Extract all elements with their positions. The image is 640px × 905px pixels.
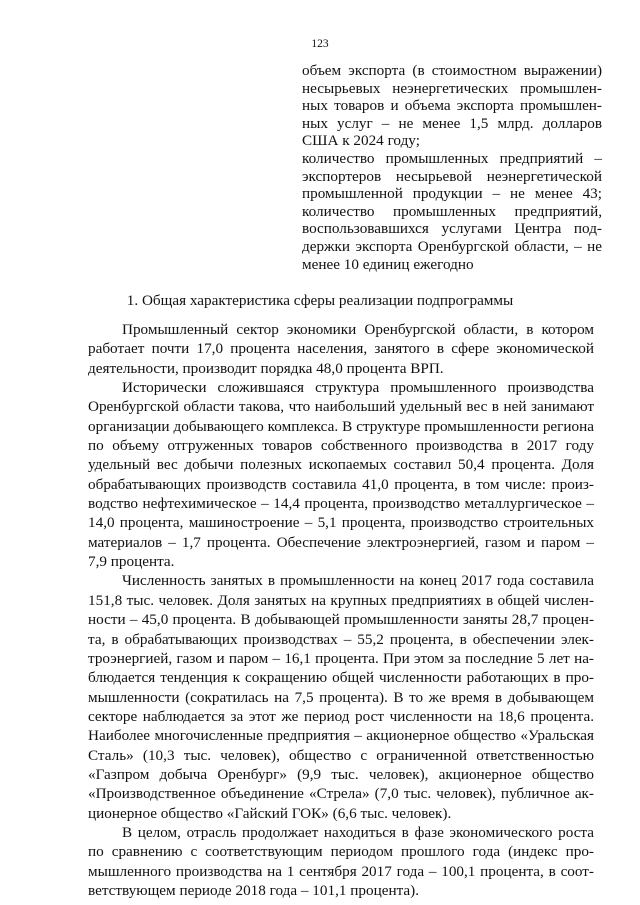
indicator-line: ных товаров и объема экспорта промышлен-	[302, 97, 602, 115]
paragraph	[88, 378, 594, 571]
paragraph-line: 7,9 процента.	[88, 553, 175, 571]
indicator-line: экспортеров несырьевой неэнергетической	[302, 167, 602, 185]
indicator-line: количество промышленных предприятий –	[302, 149, 602, 167]
paragraph-line: организации добывающего комплекса. В структуре промышленности региона	[88, 417, 594, 435]
paragraph-line: ности – 45,0 процента. В добывающей промышленности заняты 28,7 процен-	[88, 611, 594, 629]
paragraph-line: мышленного производства на 1 сентября 2017 года – 100,1 процента, в соот-	[88, 862, 594, 880]
paragraph-line: 151,8 тыс. человек. Доля занятых на крупных предприятиях в общей числен-	[88, 591, 594, 609]
indicator-line: США к 2024 году;	[302, 132, 420, 150]
paragraph-line: удельный вес добычи полезных ископаемых составил 50,4 процента. Доля	[88, 456, 594, 474]
paragraph-line: блюдается тенденция к сокращению общей численности работающих в про-	[88, 669, 594, 687]
indicator-line: держки экспорта Оренбургской области, – не	[302, 237, 602, 255]
indicator-line: воспользовавшихся услугами Центра под-	[302, 220, 602, 238]
paragraph-line: В целом, отрасль продолжает находиться в фазе экономического роста	[122, 823, 594, 841]
paragraph-line: водство нефтехимическое – 14,4 процента, производство металлургическое –	[88, 495, 594, 513]
section-heading: 1. Общая характеристика сферы реализации подпрограммы	[126, 292, 514, 309]
paragraph-line: секторе наблюдается за этот же период рост численности на 18,6 процента.	[88, 707, 594, 725]
indicator-line: менее 10 единиц ежегодно	[302, 255, 474, 273]
paragraph-line: ционерное общество «Гайский ГОК» (6,6 тыс. человек).	[88, 804, 452, 822]
paragraph	[88, 571, 594, 822]
indicator-line: объем экспорта (в стоимостном выражении)	[302, 62, 602, 79]
paragraph-line: Сталь» (10,3 тыс. человек), общество с ограниченной ответственностью	[88, 746, 594, 764]
paragraph-line: та, в обрабатывающих производствах – 55,2 процента, в обеспечении элек-	[88, 630, 594, 648]
paragraph-line: по объему отгруженных товаров собственного производства в 2017 году	[88, 437, 594, 455]
paragraph-line: «Производственное объединение «Стрела» (7,0 тыс. человек), публичное ак-	[88, 785, 594, 803]
paragraph-line: Оренбургской области такова, что наибольший удельный вес в ней занимают	[88, 398, 594, 416]
indicator-line: промышленной продукции – не менее 43;	[302, 185, 602, 203]
target-indicators-list	[302, 62, 602, 273]
paragraph-line: материалов – 1,7 процента. Обеспечение электроэнергией, газом и паром –	[88, 533, 594, 551]
paragraph-line: Наиболее многочисленные предприятия – акционерное общество «Уральская	[88, 727, 594, 745]
paragraph-line: по сравнению с соответствующим периодом прошлого года (индекс про-	[88, 843, 594, 861]
paragraph-line: «Газпром добыча Оренбург» (9,9 тыс. человек), акционерное общество	[88, 765, 594, 783]
paragraph-line: деятельности, производит порядка 48,0 процента ВРП.	[88, 359, 444, 377]
paragraph-line: ветствующем периоде 2018 года – 101,1 процента).	[88, 881, 420, 899]
paragraph	[88, 823, 594, 900]
paragraph-line: троэнергией, газом и паром – 16,1 процента. При этом за последние 5 лет на-	[88, 649, 594, 667]
paragraph-line: Промышленный сектор экономики Оренбургской области, в котором	[122, 321, 594, 338]
paragraph-line: работает почти 17,0 процента населения, занятого в сфере экономической	[88, 340, 594, 358]
paragraph-line: 14,0 процента, машиностроение – 5,1 процента, производство строительных	[88, 514, 594, 532]
indicator-line: количество промышленных предприятий,	[302, 202, 602, 220]
body-text	[88, 320, 594, 900]
page-number: 123	[311, 38, 329, 50]
paragraph-line: мышленности (сократилась на 7,5 процента). В то же время в добывающем	[88, 688, 594, 706]
paragraph-line: обрабатывающих производств составила 41,0 процента, в том числе: произ-	[88, 475, 594, 493]
indicator-line: ных услуг – не менее 1,5 млрд. долларов	[302, 114, 602, 132]
paragraph-line: Численность занятых в промышленности на конец 2017 года составила	[122, 572, 594, 590]
paragraph	[88, 320, 594, 378]
paragraph-line: Исторически сложившаяся структура промышленного производства	[122, 379, 594, 397]
indicator-line: несырьевых неэнергетических промышлен-	[302, 79, 602, 97]
